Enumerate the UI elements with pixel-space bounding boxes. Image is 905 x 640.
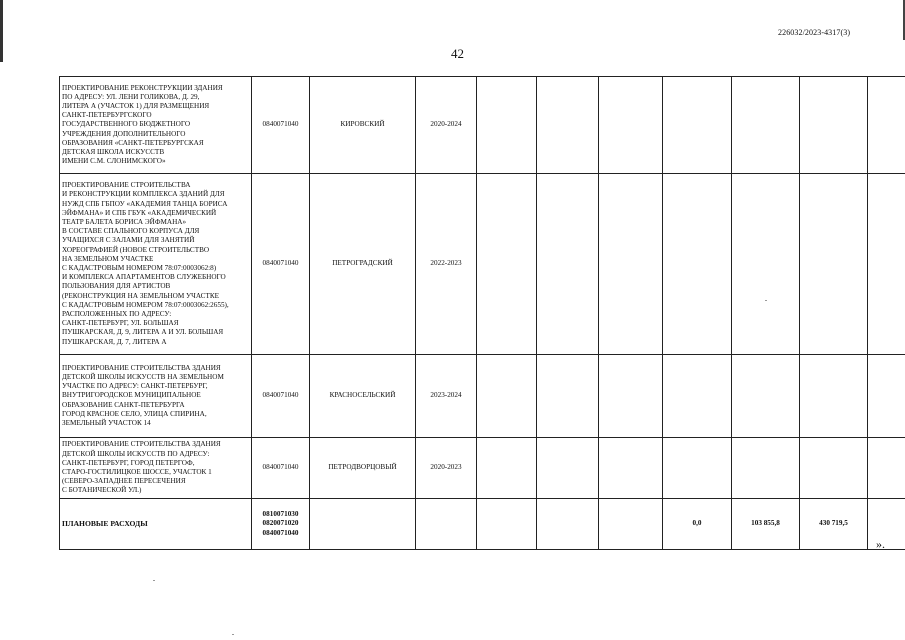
empty-cell: [599, 174, 663, 355]
object-name: ПРОЕКТИРОВАНИЕ СТРОИТЕЛЬСТВА И РЕКОНСТРУКЦИИ КОМПЛЕКСА ЗДАНИЙ ДЛЯ НУЖД СПБ ГБПОУ «АКАДЕМИЯ ТАНЦА БОРИСА ЭЙФМАНА» И СПБ ГБУК «АКАДЕМИЧЕСКИЙ ТЕАТР БАЛЕТА БОРИСА ЭЙФМАНА» В СОСТАВЕ СПАЛЬНОГО КОРПУСА ДЛЯ УЧАЩИХСЯ С ЗАЛАМИ ДЛЯ ЗАНЯТИЙ ХОРЕОГРАФИЕЙ (НОВОЕ СТРОИТЕЛЬСТВО НА ЗЕМЕЛЬНОМ УЧАСТКЕ С КАДАСТРОВЫМ НОМЕРОМ 78:07:0003062:8) И КОМПЛЕКСА АПАРТАМЕНТОВ СЛУЖЕБНОГО ПОЛЬЗОВАНИЯ ДЛЯ АРТИСТОВ (РЕКОНСТРУКЦИЯ НА ЗЕМЕЛЬНОМ УЧАСТКЕ С КАДАСТРОВЫМ НОМЕРОМ 78:07:0003062:2655), РАСПОЛОЖЕННЫХ ПО АДРЕСУ: САНКТ-ПЕТЕРБУРГ, УЛ. БОЛЬШАЯ ПУШКАРСКАЯ, Д. 9, ЛИТЕРА А И УЛ. БОЛЬШАЯ ПУШКАРСКАЯ, Д. 7, ЛИТЕРА А: [60, 174, 252, 355]
empty-cell: [868, 438, 905, 499]
empty-cell: [800, 355, 868, 438]
table-row: [60, 174, 905, 355]
document-id: 226032/2023-4317(3): [778, 28, 851, 37]
scan-speck: [232, 634, 234, 635]
totals-value-b: 103 855,8: [732, 499, 800, 550]
empty-cell: [732, 77, 800, 174]
empty-cell: [599, 499, 663, 550]
empty-cell: [663, 174, 732, 355]
totals-label: ПЛАНОВЫЕ РАСХОДЫ: [60, 499, 252, 550]
table-row: [60, 438, 905, 499]
district: ПЕТРОГРАДСКИЙ: [310, 174, 416, 355]
empty-cell: [800, 438, 868, 499]
empty-cell: [537, 438, 599, 499]
budget-code: 0840071040: [252, 174, 310, 355]
empty-cell: [599, 438, 663, 499]
empty-cell: [477, 174, 537, 355]
scan-edge-left: [0, 0, 3, 62]
budget-code: 0840071040: [252, 438, 310, 499]
totals-row: [60, 499, 905, 550]
expenditure-table: [59, 76, 905, 550]
empty-cell: [868, 355, 905, 438]
totals-value-c: 430 719,5: [800, 499, 868, 550]
empty-cell: [416, 499, 477, 550]
empty-cell: [732, 438, 800, 499]
district: ПЕТРОДВОРЦОВЫЙ: [310, 438, 416, 499]
empty-cell: [310, 499, 416, 550]
scan-speck: [765, 300, 767, 301]
period: 2023-2024: [416, 355, 477, 438]
object-name: ПРОЕКТИРОВАНИЕ СТРОИТЕЛЬСТВА ЗДАНИЯ ДЕТСКОЙ ШКОЛЫ ИСКУССТВ ПО АДРЕСУ: САНКТ-ПЕТЕРБУРГ, ГОРОД ПЕТЕРГОФ, СТАРО-ГОСТИЛИЦКОЕ ШОССЕ, УЧАСТОК 1 (СЕВЕРО-ЗАПАДНЕЕ ПЕРЕСЕЧЕНИЯ С БОТАНИЧЕСКОЙ УЛ.): [60, 438, 252, 499]
empty-cell: [477, 499, 537, 550]
empty-cell: [537, 355, 599, 438]
empty-cell: [477, 355, 537, 438]
district: КРАСНОСЕЛЬСКИЙ: [310, 355, 416, 438]
table-row: [60, 77, 905, 174]
page-number: 42: [451, 46, 464, 61]
period: 2020-2023: [416, 438, 477, 499]
totals-value-a: 0,0: [663, 499, 732, 550]
totals-codes: 0810071030 0820071020 0840071040: [252, 499, 310, 550]
empty-cell: [732, 355, 800, 438]
scan-speck: [153, 580, 155, 581]
period: 2020-2024: [416, 77, 477, 174]
empty-cell: [537, 77, 599, 174]
empty-cell: [599, 355, 663, 438]
empty-cell: [800, 77, 868, 174]
empty-cell: [477, 77, 537, 174]
empty-cell: [537, 499, 599, 550]
empty-cell: [868, 499, 905, 550]
object-name: ПРОЕКТИРОВАНИЕ РЕКОНСТРУКЦИИ ЗДАНИЯ ПО АДРЕСУ: УЛ. ЛЕНИ ГОЛИКОВА, Д. 29, ЛИТЕРА А (УЧАСТОК 1) ДЛЯ РАЗМЕЩЕНИЯ САНКТ-ПЕТЕРБУРГСКОГО ГОСУДАРСТВЕННОГО БЮДЖЕТНОГО УЧРЕЖДЕНИЯ ДОПОЛНИТЕЛЬНОГО ОБРАЗОВАНИЯ «САНКТ-ПЕТЕРБУРГСКАЯ ДЕТСКАЯ ШКОЛА ИСКУССТВ ИМЕНИ С.М. СЛОНИМСКОГО»: [60, 77, 252, 174]
budget-code: 0840071040: [252, 77, 310, 174]
object-name: ПРОЕКТИРОВАНИЕ СТРОИТЕЛЬСТВА ЗДАНИЯ ДЕТСКОЙ ШКОЛЫ ИСКУССТВ НА ЗЕМЕЛЬНОМ УЧАСТКЕ ПО АДРЕСУ: САНКТ-ПЕТЕРБУРГ, ВНУТРИГОРОДСКОЕ МУНИЦИПАЛЬНОЕ ОБРАЗОВАНИЕ САНКТ-ПЕТЕРБУРГА ГОРОД КРАСНОЕ СЕЛО, УЛИЦА СПИРИНА, ЗЕМЕЛЬНЫЙ УЧАСТОК 14: [60, 355, 252, 438]
empty-cell: [800, 174, 868, 355]
empty-cell: [868, 174, 905, 355]
empty-cell: [477, 438, 537, 499]
empty-cell: [663, 355, 732, 438]
empty-cell: [868, 77, 905, 174]
district: КИРОВСКИЙ: [310, 77, 416, 174]
budget-code: 0840071040: [252, 355, 310, 438]
empty-cell: [663, 438, 732, 499]
closing-quote-mark: ».: [876, 537, 885, 551]
empty-cell: [599, 77, 663, 174]
empty-cell: [732, 174, 800, 355]
table-row: [60, 355, 905, 438]
period: 2022-2023: [416, 174, 477, 355]
empty-cell: [663, 77, 732, 174]
empty-cell: [537, 174, 599, 355]
